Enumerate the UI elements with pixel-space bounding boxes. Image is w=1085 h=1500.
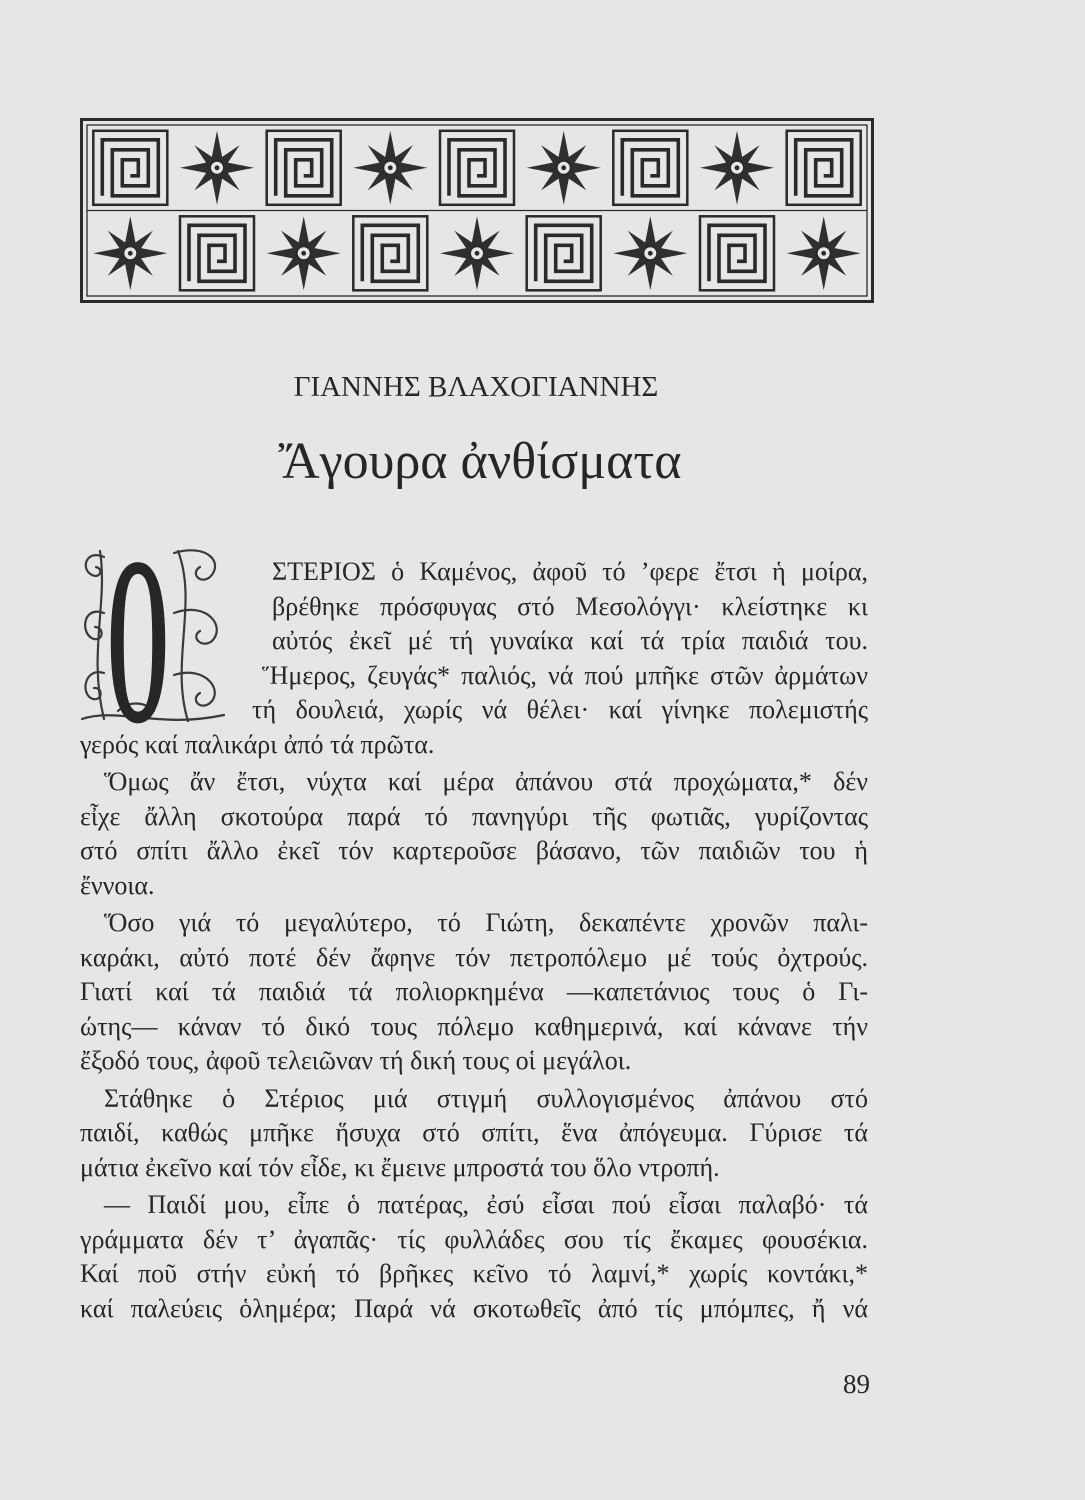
drop-cap-letter: Ο: [106, 543, 170, 725]
text-line: ώτης— κάναν τό δικό τους πόλεμο καθημερινά, καί κάνανε τήν: [80, 1011, 868, 1041]
text-line: εἶχε ἄλλη σκοτούρα παρά τό πανηγύρι τῆς φωτιᾶς, γυρίζοντας: [80, 801, 868, 831]
meander-square-icon: [353, 216, 427, 290]
text-line: — Παιδί μου, εἶπε ὁ πατέρας, ἐσύ εἶσαι πού εἶσαι παλαβό· τά: [104, 1190, 868, 1219]
text-line: Γιατί καί τά παιδιά τά πολιορκημένα —καπετάνιος τους ὁ Γι-: [80, 977, 868, 1006]
star-rosette-icon: [700, 131, 774, 205]
text-line: στό σπίτι ἄλλο ἐκεῖ τόν καρτεροῦσε βάσανο, τῶν παιδιῶν του ἡ: [80, 836, 868, 865]
star-rosette-icon: [353, 131, 427, 205]
text-line: Ἥμερος, ζευγάς* παλιός, νά πού μπῆκε στῶν ἀρμάτων: [262, 660, 868, 690]
star-rosette-icon: [527, 131, 601, 205]
meander-square-icon: [267, 131, 341, 205]
meander-square-icon: [787, 131, 861, 205]
paragraph: [80, 555, 868, 762]
paragraph: [80, 906, 868, 1079]
story-title: Ἄγουρα ἀνθίσματα: [278, 433, 682, 490]
text-line: τή δουλειά, χωρίς νά θέλει· καί γίνηκε πολεμιστής: [252, 695, 868, 724]
text-line: καράκι, αὐτό ποτέ δέν ἄφηνε τόν πετροπόλεμο μέ τούς ὀχτρούς.: [80, 942, 868, 972]
text-line: γράμματα δέν τ’ ἀγαπᾶς· τίς φυλλάδες σου τίς ἔκαμες φουσέκια.: [80, 1224, 868, 1254]
meander-square-icon: [440, 131, 514, 205]
star-rosette-icon: [267, 216, 341, 290]
body-text: [80, 555, 868, 1326]
star-rosette-icon: [787, 216, 861, 290]
text-line: μάτια ἐκεῖνο καί τόν εἶδε, κι ἔμεινε μπροστά του ὅλο ντροπή.: [80, 1152, 720, 1182]
star-rosette-icon: [180, 131, 254, 205]
meander-square-icon: [180, 216, 254, 290]
star-rosette-icon: [440, 216, 514, 290]
meander-square-icon: [613, 131, 687, 205]
star-rosette-icon: [613, 216, 687, 290]
paragraph: [80, 1082, 868, 1186]
page-number: 89: [843, 1369, 870, 1399]
text-line: ἔξοδό τους, ἀφοῦ τελειῶναν τή δική τους οἱ μεγάλοι.: [80, 1046, 632, 1075]
text-line: ἔννοια.: [80, 870, 155, 900]
paragraph: [80, 765, 868, 903]
text-line: καί παλεύεις ὁλημέρα; Παρά νά σκοτωθεῖς ἀπό τίς μπόμπες, ἤ νά: [80, 1293, 868, 1323]
text-line: Ὅσο γιά τό μεγαλύτερο, τό Γιώτη, δεκαπέντε χρονῶν παλι-: [104, 908, 868, 937]
text-line: Στάθηκε ὁ Στέριος μιά στιγμή συλλογισμένος ἀπάνου στό: [104, 1083, 868, 1113]
text-line: Καί ποῦ στήν εὐκή τό βρῆκες κεῖνο τό λαμνί,* χωρίς κοντάκι,*: [80, 1259, 868, 1288]
meander-square-icon: [700, 216, 774, 290]
author-name: ΓΙΑΝΝΗΣ ΒΛΑΧΟΓΙΑΝΝΗΣ: [293, 371, 659, 403]
text-line: ΣΤΕΡΙΟΣ ὁ Καμένος, ἀφοῦ τό ’φερε ἔτσι ἡ μοίρα,: [272, 557, 868, 586]
meander-square-icon: [93, 131, 167, 205]
paragraph: [80, 1188, 868, 1326]
text-line: βρέθηκε πρόσφυγας στό Μεσολόγγι· κλείστηκε κι: [272, 591, 868, 621]
greek-key-frieze: [80, 118, 874, 303]
meander-square-icon: [527, 216, 601, 290]
text-line: παιδί, καθώς μπῆκε ἥσυχα στό σπίτι, ἕνα ἀπόγευμα. Γύρισε τά: [80, 1118, 868, 1147]
text-line: αὐτός ἐκεῖ μέ τή γυναίκα καί τά τρία παιδιά του.: [272, 626, 868, 655]
text-line: γερός καί παλικάρι ἀπό τά πρῶτα.: [80, 729, 435, 759]
star-rosette-icon: [93, 216, 167, 290]
text-line: Ὅμως ἄν ἔτσι, νύχτα καί μέρα ἀπάνου στά προχώματα,* δέν: [104, 767, 868, 796]
